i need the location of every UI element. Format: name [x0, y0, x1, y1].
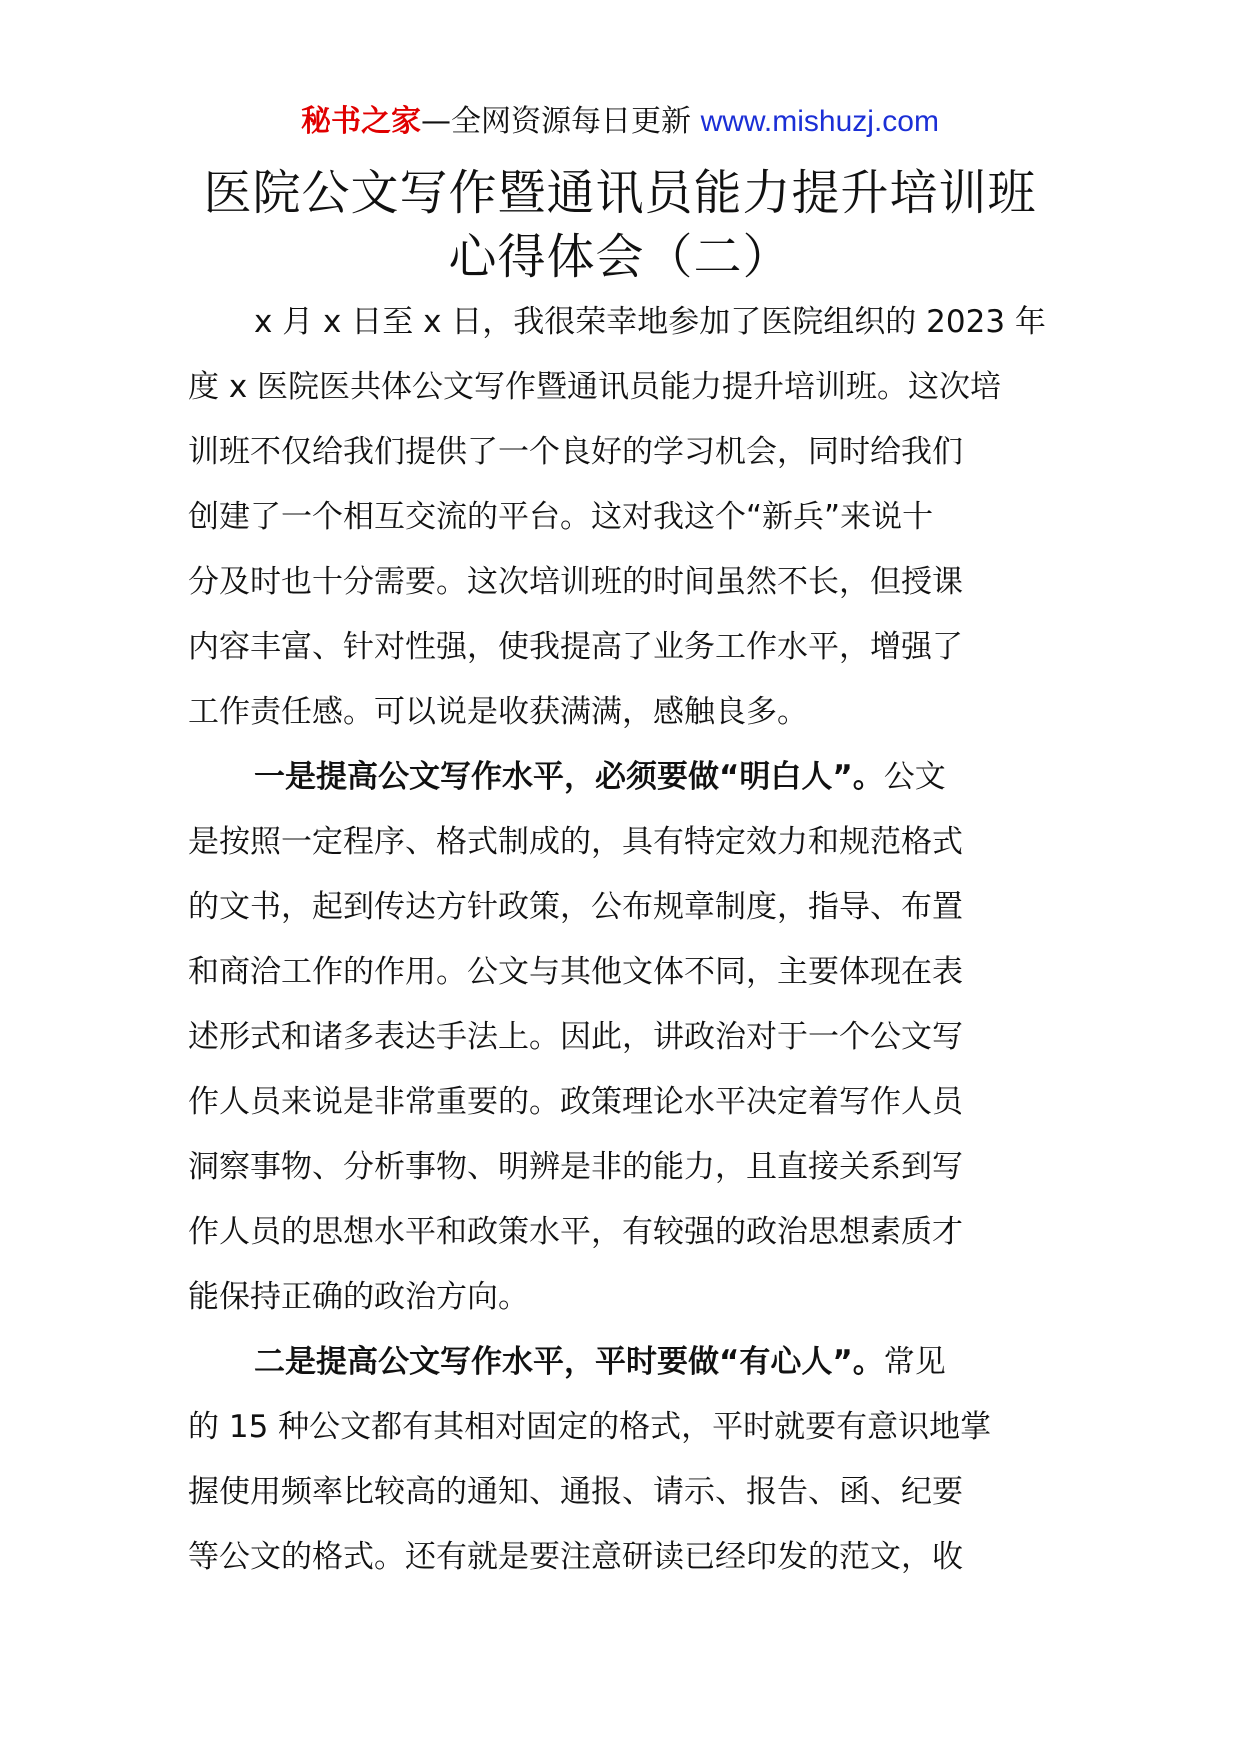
document-title-line-2: 心得体会（二） — [448, 229, 792, 285]
paragraph-lead-heading: 二是提高公文写作水平，平时要做“有心人”。 — [254, 1344, 884, 1380]
paragraph-point-1 — [188, 745, 1058, 1330]
text-line: 训班不仅给我们提供了一个良好的学习机会，同时给我们 — [188, 434, 963, 470]
text-line: 作人员来说是非常重要的。政策理论水平决定着写作人员 — [188, 1084, 963, 1120]
text-line — [188, 745, 1058, 810]
text-line: 的文书，起到传达方针政策，公布规章制度，指导、布置 — [188, 889, 963, 925]
header-tagline: —全网资源每日更新 — [421, 104, 692, 139]
text-line: 分及时也十分需要。这次培训班的时间虽然不长，但授课 — [188, 564, 963, 600]
document-title-line-1: 医院公文写作暨通讯员能力提升培训班 — [203, 165, 1037, 221]
text-line: 洞察事物、分析事物、明辨是非的能力，且直接关系到写 — [188, 1149, 963, 1185]
text-line: 和商洽工作的作用。公文与其他文体不同，主要体现在表 — [188, 954, 963, 990]
text-line: 能保持正确的政治方向。 — [188, 1279, 529, 1315]
paragraph-lead-heading: 一是提高公文写作水平，必须要做“明白人”。 — [254, 759, 884, 795]
text-line: 握使用频率比较高的通知、通报、请示、报告、函、纪要 — [188, 1474, 963, 1510]
paragraph-point-2 — [188, 1330, 1058, 1590]
text-line: 的 15 种公文都有其相对固定的格式，平时就要有意识地掌 — [188, 1409, 992, 1445]
text-line: 是按照一定程序、格式制成的，具有特定效力和规范格式 — [188, 824, 963, 860]
text-line: 等公文的格式。还有就是要注意研读已经印发的范文，收 — [188, 1539, 963, 1575]
text-line — [188, 1330, 1058, 1395]
text-line: 度 x 医院医共体公文写作暨通讯员能力提升培训班。这次培 — [188, 369, 1002, 405]
text-line: 作人员的思想水平和政策水平，有较强的政治思想素质才 — [188, 1214, 963, 1250]
text-fragment: 常见 — [883, 1344, 946, 1380]
text-line: 工作责任感。可以说是收获满满，感触良多。 — [188, 694, 808, 730]
brand-name: 秘书之家 — [301, 104, 422, 139]
site-url-link[interactable]: www.mishuzj.com — [700, 105, 939, 138]
site-header — [0, 100, 1240, 144]
text-line: 述形式和诸多表达手法上。因此，讲政治对于一个公文写 — [188, 1019, 963, 1055]
document-body — [188, 290, 1058, 1590]
text-line: 内容丰富、针对性强，使我提高了业务工作水平，增强了 — [188, 629, 963, 665]
paragraph-intro — [188, 290, 1058, 745]
text-line: x 月 x 日至 x 日，我很荣幸地参加了医院组织的 2023 年 — [254, 304, 1046, 340]
text-fragment: 公文 — [883, 759, 946, 795]
text-line: 创建了一个相互交流的平台。这对我这个“新兵”来说十 — [188, 499, 934, 535]
